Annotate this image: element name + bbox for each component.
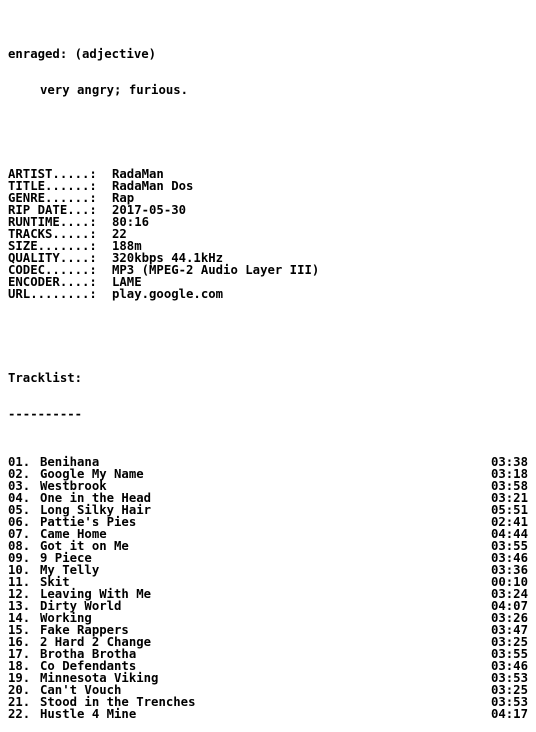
track-number: 10. (8, 563, 31, 577)
track-info (8, 672, 158, 684)
metadata-key: ARTIST.....: (8, 167, 97, 181)
track-number: 05. (8, 503, 31, 517)
track-title: 2 Hard 2 Change (40, 635, 152, 649)
track-info (8, 540, 129, 552)
track-duration: 03:21 (490, 491, 528, 505)
track-title: Fake Rappers (40, 623, 129, 637)
metadata-value: 2017-05-30 (112, 203, 187, 217)
track-title: Leaving With Me (40, 587, 152, 601)
tracklist (8, 456, 528, 720)
metadata-key: TITLE......: (8, 179, 97, 193)
track-title: Pattie's Pies (40, 515, 137, 529)
track-duration: 03:53 (490, 671, 528, 685)
track-number: 08. (8, 539, 31, 553)
release-info-document (8, 24, 528, 732)
metadata-value: LAME (112, 275, 142, 289)
track-title: Got it on Me (40, 539, 129, 553)
track-number: 03. (8, 479, 31, 493)
track-number: 04. (8, 491, 31, 505)
track-info (8, 576, 70, 588)
track-title: Skit (40, 575, 70, 589)
track-title: Long Silky Hair (40, 503, 152, 517)
track-duration: 03:55 (490, 539, 528, 553)
track-title: 9 Piece (40, 551, 92, 565)
track-number: 13. (8, 599, 31, 613)
track-title: Can't Vouch (40, 683, 122, 697)
metadata-row (8, 288, 528, 300)
track-title: Westbrook (40, 479, 107, 493)
track-title: Hustle 4 Mine (40, 707, 137, 721)
track-duration: 03:47 (490, 623, 528, 637)
track-number: 21. (8, 695, 31, 709)
track-row (8, 672, 528, 684)
track-info (8, 564, 99, 576)
metadata-value: MP3 (MPEG-2 Audio Layer III) (112, 263, 320, 277)
track-number: 02. (8, 467, 31, 481)
tracklist-heading: Tracklist: (8, 371, 83, 385)
track-duration: 03:55 (490, 647, 528, 661)
track-number: 17. (8, 647, 31, 661)
track-row (8, 564, 528, 576)
track-info (8, 708, 136, 720)
track-number: 15. (8, 623, 31, 637)
track-duration: 04:44 (490, 527, 528, 541)
track-duration: 04:17 (490, 707, 528, 721)
track-duration: 03:26 (490, 611, 528, 625)
track-number: 14. (8, 611, 31, 625)
metadata-value: 22 (112, 227, 127, 241)
track-row (8, 648, 528, 660)
track-title: Dirty World (40, 599, 122, 613)
track-duration: 03:25 (490, 635, 528, 649)
track-number: 18. (8, 659, 31, 673)
track-duration: 03:46 (490, 551, 528, 565)
metadata-block (8, 168, 528, 300)
track-title: Working (40, 611, 92, 625)
track-title: Minnesota Viking (40, 671, 159, 685)
track-info (8, 552, 92, 564)
track-row (8, 588, 528, 600)
track-duration: 03:46 (490, 659, 528, 673)
metadata-value: 188m (112, 239, 142, 253)
definition-meaning: very angry; furious. (40, 83, 189, 97)
track-duration: 03:36 (490, 563, 528, 577)
metadata-key: GENRE......: (8, 191, 97, 205)
track-duration: 03:18 (490, 467, 528, 481)
tracklist-underline: ---------- (8, 407, 83, 421)
track-row (8, 600, 528, 612)
track-info (8, 516, 136, 528)
metadata-value: RadaMan Dos (112, 179, 194, 193)
track-info (8, 696, 195, 708)
metadata-key: CODEC......: (8, 263, 97, 277)
metadata-value: play.google.com (112, 287, 224, 301)
track-row (8, 528, 528, 540)
track-info (8, 636, 151, 648)
track-duration: 05:51 (490, 503, 528, 517)
metadata-value: Rap (112, 191, 135, 205)
track-number: 07. (8, 527, 31, 541)
track-title: My Telly (40, 563, 100, 577)
track-row (8, 612, 528, 624)
metadata-key: QUALITY....: (8, 251, 97, 265)
track-duration: 02:41 (490, 515, 528, 529)
track-number: 22. (8, 707, 31, 721)
metadata-key: RUNTIME....: (8, 215, 97, 229)
track-number: 06. (8, 515, 31, 529)
metadata-key: ENCODER....: (8, 275, 97, 289)
metadata-key: SIZE.......: (8, 239, 97, 253)
track-number: 12. (8, 587, 31, 601)
metadata-key: TRACKS.....: (8, 227, 97, 241)
track-info (8, 588, 151, 600)
track-duration: 04:07 (490, 599, 528, 613)
track-info (8, 684, 121, 696)
track-duration: 03:38 (490, 455, 528, 469)
track-info (8, 528, 107, 540)
track-row (8, 624, 528, 636)
metadata-value: 320kbps 44.1kHz (112, 251, 224, 265)
metadata-key: RIP DATE...: (8, 203, 97, 217)
track-row (8, 576, 528, 588)
track-row (8, 636, 528, 648)
track-row (8, 684, 528, 696)
track-title: Came Home (40, 527, 107, 541)
track-duration: 03:53 (490, 695, 528, 709)
metadata-value: 80:16 (112, 215, 150, 229)
spacer (8, 120, 528, 132)
track-title: Google My Name (40, 467, 144, 481)
track-number: 16. (8, 635, 31, 649)
definition-headword: enraged: (adjective) (8, 47, 157, 61)
track-row (8, 696, 528, 708)
track-info (8, 624, 129, 636)
track-title: Benihana (40, 455, 100, 469)
track-title: Co Defendants (40, 659, 137, 673)
track-title: Brotha Brotha (40, 647, 137, 661)
track-info (8, 612, 92, 624)
track-row (8, 660, 528, 672)
track-info (8, 660, 136, 672)
track-number: 20. (8, 683, 31, 697)
track-duration: 03:24 (490, 587, 528, 601)
track-title: Stood in the Trenches (40, 695, 196, 709)
spacer (8, 336, 528, 348)
track-number: 01. (8, 455, 31, 469)
track-duration: 03:25 (490, 683, 528, 697)
track-number: 11. (8, 575, 31, 589)
track-row (8, 708, 528, 720)
track-number: 09. (8, 551, 31, 565)
track-duration: 00:10 (490, 575, 528, 589)
metadata-value: RadaMan (112, 167, 164, 181)
track-row (8, 552, 528, 564)
metadata-key: URL........: (8, 287, 97, 301)
track-row (8, 540, 528, 552)
track-info (8, 648, 136, 660)
track-info (8, 600, 121, 612)
track-duration: 03:58 (490, 479, 528, 493)
track-title: One in the Head (40, 491, 152, 505)
track-row (8, 516, 528, 528)
track-number: 19. (8, 671, 31, 685)
